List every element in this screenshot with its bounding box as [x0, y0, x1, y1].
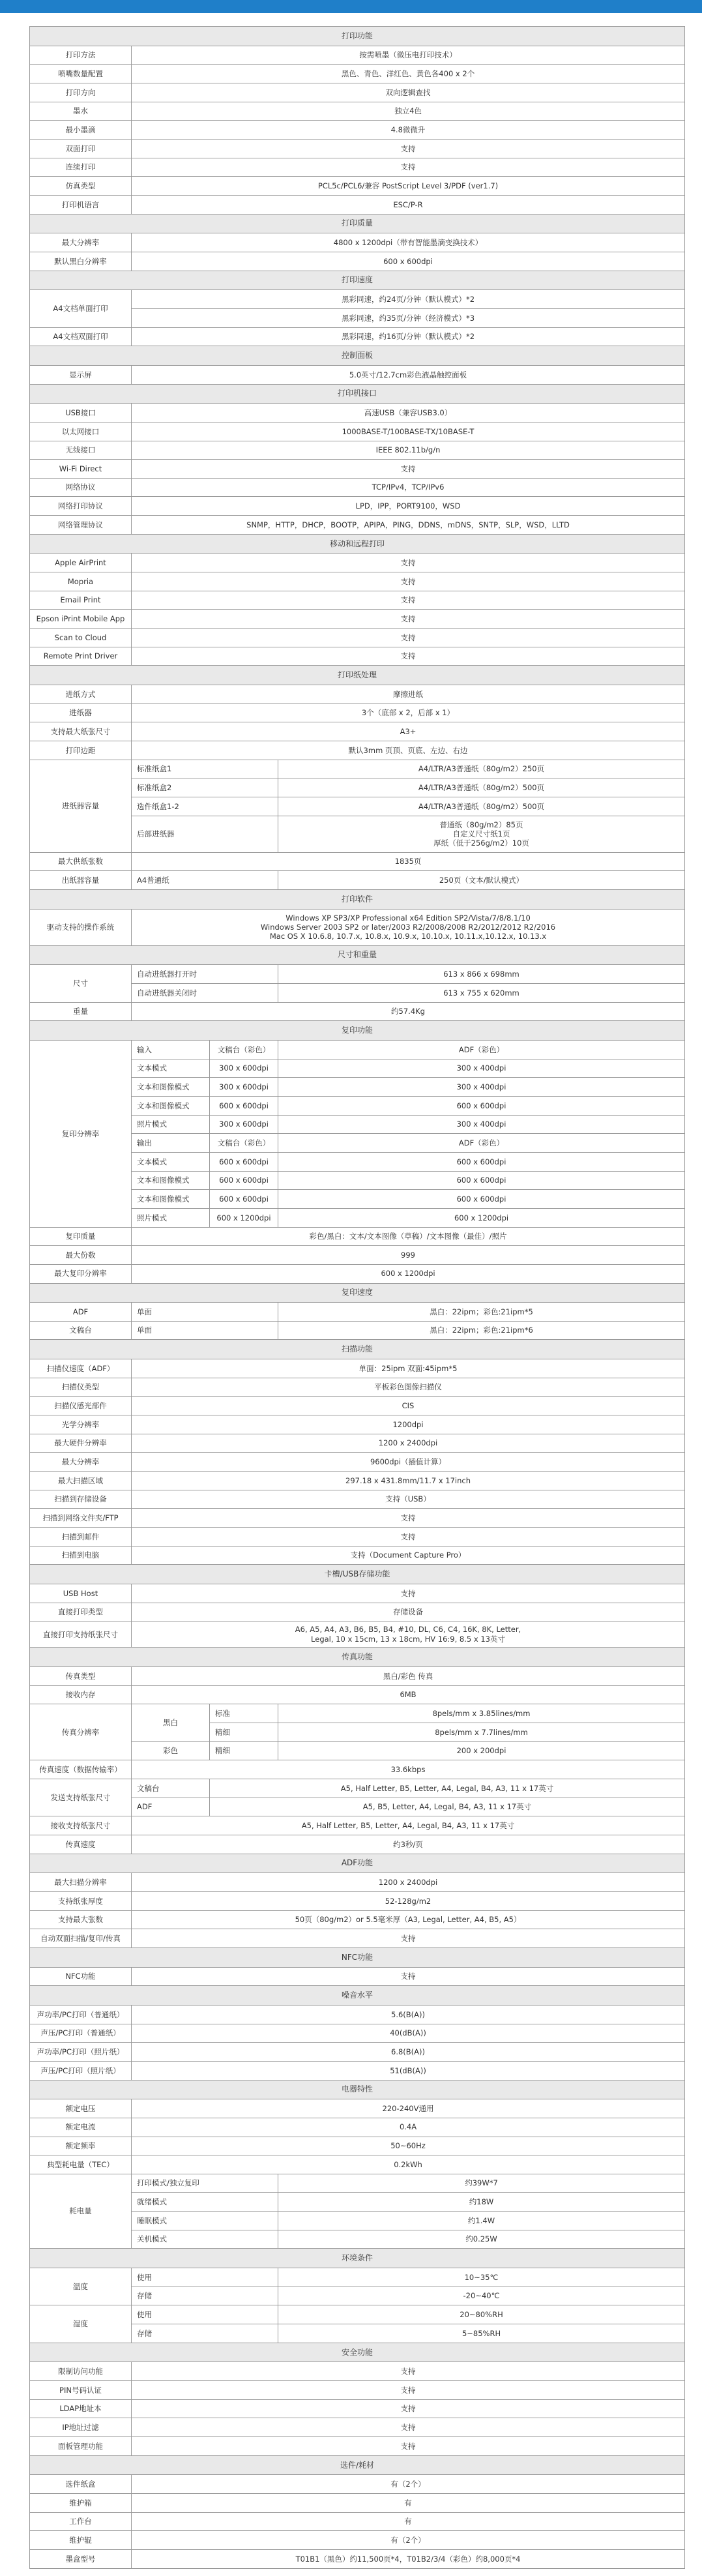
row-sublabel: 使用 — [132, 2268, 278, 2287]
row-value: 支持 — [132, 1929, 685, 1948]
rear-line: 自定义尺寸纸1页 — [452, 829, 510, 838]
row-sublabel: 文稿台 — [132, 1779, 210, 1798]
row-label: 传真类型 — [30, 1667, 132, 1686]
os-line: Windows XP SP3/XP Professional x64 Edition SP2/Vista/7/8/8.1/10 — [285, 913, 531, 923]
section-speed: 打印速度 — [30, 271, 685, 290]
copy-input-head: 输入 — [132, 1040, 210, 1059]
row-label: Mopria — [30, 572, 132, 591]
copy-output-head: 输出 — [132, 1134, 210, 1153]
row-label: 仿真类型 — [30, 177, 132, 196]
row-value: 1835页 — [132, 852, 685, 871]
fax-mono-label: 黑白 — [132, 1704, 210, 1741]
row-label: 支持纸张厚度 — [30, 1891, 132, 1910]
row-value: 5~85%RH — [278, 2324, 685, 2343]
row-value: T01B1（黑色）约11,500页*4，T01B2/3/4（彩色）约8,000页*4 — [132, 2549, 685, 2568]
row-value: 单面：25ipm 双面:45ipm*5 — [132, 1359, 685, 1378]
row-sublabel: 睡眠模式 — [132, 2212, 278, 2230]
row-value: 51(dB(A)) — [132, 2061, 685, 2080]
section-nfc: NFC功能 — [30, 1947, 685, 1967]
section-security: 安全功能 — [30, 2343, 685, 2362]
fax-mode: 标准 — [210, 1704, 278, 1723]
copy-mode: 文本和图像模式 — [132, 1078, 210, 1097]
top-accent-bar — [0, 0, 702, 13]
row-value: 黑色、青色、洋红色、黄色各400 x 2个 — [132, 65, 685, 83]
row-sublabel: 使用 — [132, 2305, 278, 2324]
row-value: A4/LTR/A3普通纸（80g/m2）500页 — [278, 778, 685, 797]
section-panel: 控制面板 — [30, 346, 685, 366]
row-value: 1200 x 2400dpi — [132, 1873, 685, 1892]
row-value: 250页（文本/默认模式） — [278, 871, 685, 890]
row-value: 支持 — [132, 1584, 685, 1603]
row-value: 33.6kbps — [132, 1760, 685, 1779]
row-value: 297.18 x 431.8mm/11.7 x 17inch — [132, 1472, 685, 1490]
row-value: A5, B5, Letter, A4, Legal, B4, A3, 11 x 17英寸 — [210, 1798, 685, 1816]
row-label: 网络打印协议 — [30, 497, 132, 516]
copy-platen-value: 300 x 600dpi — [210, 1078, 278, 1097]
row-label: 驱动支持的操作系统 — [30, 909, 132, 945]
section-size: 尺寸和重量 — [30, 945, 685, 965]
rear-line: 普通纸（80g/m2）85页 — [439, 820, 523, 829]
row-label: 最大分辨率 — [30, 1453, 132, 1472]
row-label: A4文档单面打印 — [30, 290, 132, 327]
row-value: 613 x 866 x 698mm — [278, 965, 685, 984]
row-label: 重量 — [30, 1002, 132, 1021]
row-label: 接收支持纸张尺寸 — [30, 1816, 132, 1835]
row-value: 4.8微微升 — [132, 121, 685, 140]
row-label: 选件纸盒 — [30, 2475, 132, 2494]
row-label: 最小墨滴 — [30, 121, 132, 140]
os-line: Mac OS X 10.6.8, 10.7.x, 10.8.x, 10.9.x, 10.10.x, 10.11.x,10.12.x, 10.13.x — [269, 932, 547, 941]
row-label: 网络协议 — [30, 478, 132, 497]
row-value: 支持 — [132, 629, 685, 647]
row-label: 最大扫描分辨率 — [30, 1873, 132, 1892]
size-line: Legal, 10 x 15cm, 13 x 18cm, HV 16:9, 8.5 x 13英寸 — [311, 1634, 505, 1644]
copy-mode: 文本和图像模式 — [132, 1171, 210, 1190]
row-value: ESC/P-R — [132, 195, 685, 214]
row-sublabel: 就绪模式 — [132, 2193, 278, 2212]
row-value: 约0.25W — [278, 2230, 685, 2249]
row-value: 支持 — [132, 554, 685, 572]
copy-mode: 照片模式 — [132, 1208, 210, 1227]
row-label: 湿度 — [30, 2305, 132, 2343]
os-line: Windows Server 2003 SP2 or later/2003 R2/2008/2008 R2/2012/2012 R2/2016 — [260, 922, 556, 932]
row-label: 复印分辨率 — [30, 1040, 132, 1227]
row-sublabel: A4普通纸 — [132, 871, 278, 890]
row-value: 0.4A — [132, 2118, 685, 2137]
row-value: 50~60Hz — [132, 2137, 685, 2155]
row-value: 存储设备 — [132, 1603, 685, 1621]
section-noise: 噪音水平 — [30, 1986, 685, 2006]
copy-platen-value: 600 x 600dpi — [210, 1152, 278, 1171]
row-label: 直接打印类型 — [30, 1603, 132, 1621]
row-value: 默认3mm 页顶、页底、左边、右边 — [132, 741, 685, 760]
row-label: LDAP地址本 — [30, 2399, 132, 2418]
row-value: LPD，IPP，PORT9100，WSD — [132, 497, 685, 516]
row-value: 1200dpi — [132, 1415, 685, 1434]
copy-adf-value: 600 x 600dpi — [278, 1190, 685, 1209]
row-value: A3+ — [132, 722, 685, 741]
copy-mode: 文本和图像模式 — [132, 1096, 210, 1115]
row-label: 限制访问功能 — [30, 2362, 132, 2381]
row-label: Wi-Fi Direct — [30, 460, 132, 479]
copy-adf-head: ADF（彩色） — [278, 1040, 685, 1059]
row-label: Email Print — [30, 591, 132, 610]
row-label: USB接口 — [30, 404, 132, 422]
row-label: 打印边距 — [30, 741, 132, 760]
row-label: 光学分辨率 — [30, 1415, 132, 1434]
row-value: 613 x 755 x 620mm — [278, 983, 685, 1002]
rear-feeder-value — [278, 816, 685, 852]
row-value: 1200 x 2400dpi — [132, 1434, 685, 1453]
row-value: 黑白：22ipm；彩色:21ipm*6 — [278, 1321, 685, 1340]
section-copy-speed: 复印速度 — [30, 1283, 685, 1303]
row-label: 耗电量 — [30, 2174, 132, 2249]
row-value: 黑彩同速，约24页/分钟（默认模式）*2 — [132, 290, 685, 309]
row-value: 有 — [132, 2512, 685, 2531]
row-value: 黑彩同速，约16页/分钟（默认模式）*2 — [132, 327, 685, 346]
copy-adf-value: 600 x 600dpi — [278, 1096, 685, 1115]
section-card: 卡槽/USB存储功能 — [30, 1565, 685, 1584]
row-label: 扫描仪感光部件 — [30, 1397, 132, 1415]
row-label: 传真速度（数据传输率） — [30, 1760, 132, 1779]
fax-mode: 精细 — [210, 1723, 278, 1742]
section-software: 打印软件 — [30, 889, 685, 909]
row-value: 双向逻辑查找 — [132, 83, 685, 102]
section-mobile: 移动和远程打印 — [30, 534, 685, 554]
copy-mode: 文本模式 — [132, 1152, 210, 1171]
row-value: 支持 — [132, 1528, 685, 1547]
row-value: 9600dpi（插值计算） — [132, 1453, 685, 1472]
row-value: 20~80%RH — [278, 2305, 685, 2324]
row-value: 5.6(B(A)) — [132, 2005, 685, 2024]
row-value: TCP/IPv4，TCP/IPv6 — [132, 478, 685, 497]
row-label: Remote Print Driver — [30, 647, 132, 666]
section-power: 电器特性 — [30, 2080, 685, 2099]
row-sublabel: 后部进纸器 — [132, 816, 278, 852]
row-label: NFC功能 — [30, 1967, 132, 1986]
row-value: 支持 — [132, 591, 685, 610]
row-label: 扫描到存储设备 — [30, 1490, 132, 1509]
spec-table — [29, 26, 685, 2569]
row-value: 按需喷墨（微压电打印技术） — [132, 46, 685, 65]
copy-platen-value: 600 x 600dpi — [210, 1096, 278, 1115]
row-value: 50页（80g/m2）or 5.5毫米厚（A3, Legal, Letter, A4, B5, A5） — [132, 1910, 685, 1929]
row-label: 直接打印支持纸张尺寸 — [30, 1621, 132, 1648]
section-paper: 打印纸处理 — [30, 666, 685, 685]
row-label: Epson iPrint Mobile App — [30, 610, 132, 629]
row-label: 复印质量 — [30, 1227, 132, 1246]
copy-adf-value: 300 x 400dpi — [278, 1115, 685, 1134]
row-sublabel: ADF — [132, 1798, 210, 1816]
row-value: 黑彩同速，约35页/分钟（经济模式）*3 — [132, 308, 685, 327]
row-value: IEEE 802.11b/g/n — [132, 441, 685, 460]
row-value: PCL5c/PCL6/兼容 PostScript Level 3/PDF (ver1.7) — [132, 177, 685, 196]
row-value: A4/LTR/A3普通纸（80g/m2）500页 — [278, 797, 685, 816]
row-value: 有（2个） — [132, 2475, 685, 2494]
row-value: 8pels/mm x 7.7lines/mm — [278, 1723, 685, 1742]
row-value: 支持 — [132, 1509, 685, 1528]
row-label: ADF — [30, 1303, 132, 1322]
row-value: 平板彩色图像扫描仪 — [132, 1378, 685, 1397]
row-label: Scan to Cloud — [30, 629, 132, 647]
row-label: 打印方向 — [30, 83, 132, 102]
copy-adf-value: 600 x 1200dpi — [278, 1208, 685, 1227]
row-label: 工作台 — [30, 2512, 132, 2531]
row-value: 支持 — [132, 610, 685, 629]
row-value: 约39W*7 — [278, 2174, 685, 2193]
row-value: 支持 — [132, 2362, 685, 2381]
row-value: 支持 — [132, 572, 685, 591]
row-label: 最大供纸张数 — [30, 852, 132, 871]
section-scan: 扫描功能 — [30, 1340, 685, 1359]
section-copy: 复印功能 — [30, 1021, 685, 1041]
section-adf: ADF功能 — [30, 1854, 685, 1873]
row-label: 以太网接口 — [30, 422, 132, 441]
row-value: 8pels/mm x 3.85lines/mm — [278, 1704, 685, 1723]
row-label: 声压/PC打印（普通纸） — [30, 2024, 132, 2043]
row-value: 支持 — [132, 1967, 685, 1986]
row-value: 600 x 600dpi — [132, 252, 685, 271]
row-label: 扫描到网络文件夹/FTP — [30, 1509, 132, 1528]
row-label: 打印机语言 — [30, 195, 132, 214]
row-label: 墨盒型号 — [30, 2549, 132, 2568]
row-label: 最大分辨率 — [30, 233, 132, 252]
row-label: 传真速度 — [30, 1835, 132, 1854]
row-value: 约3秒/页 — [132, 1835, 685, 1854]
row-label: 喷嘴数量配置 — [30, 65, 132, 83]
row-label: 打印方法 — [30, 46, 132, 65]
row-value: 支持 — [132, 2381, 685, 2400]
row-label: 传真分辨率 — [30, 1704, 132, 1760]
row-sublabel: 标准纸盒2 — [132, 778, 278, 797]
row-sublabel: 单面 — [132, 1321, 278, 1340]
row-value: 黑白：22ipm；彩色:21ipm*5 — [278, 1303, 685, 1322]
row-value: 黑白/彩色 传真 — [132, 1667, 685, 1686]
row-value: 0.2kWh — [132, 2155, 685, 2174]
row-value: 支持 — [132, 2418, 685, 2437]
row-label: 声压/PC打印（照片纸） — [30, 2061, 132, 2080]
row-value: 有 — [132, 2494, 685, 2513]
copy-adf-value: 300 x 400dpi — [278, 1078, 685, 1097]
row-label: 扫描仪速度（ADF） — [30, 1359, 132, 1378]
copy-platen-value: 600 x 600dpi — [210, 1171, 278, 1190]
row-value: 220-240V通用 — [132, 2099, 685, 2118]
section-fax: 传真功能 — [30, 1648, 685, 1667]
row-value: 约57.4Kg — [132, 1002, 685, 1021]
row-label: 维护箱 — [30, 2494, 132, 2513]
copy-mode: 文本和图像模式 — [132, 1190, 210, 1209]
row-value: 1000BASE-T/100BASE-TX/10BASE-T — [132, 422, 685, 441]
row-value: 6.8(B(A)) — [132, 2043, 685, 2062]
row-label: 扫描仪类型 — [30, 1378, 132, 1397]
row-label: 声功率/PC打印（照片纸） — [30, 2043, 132, 2062]
row-label: PIN号码认证 — [30, 2381, 132, 2400]
row-sublabel: 自动进纸器关闭时 — [132, 983, 278, 1002]
row-label: 扫描到电脑 — [30, 1546, 132, 1565]
copy-adf-value: 600 x 600dpi — [278, 1171, 685, 1190]
row-label: 维护辊 — [30, 2531, 132, 2550]
row-label: 温度 — [30, 2268, 132, 2305]
row-value: A4/LTR/A3普通纸（80g/m2）250页 — [278, 760, 685, 778]
row-value: 6MB — [132, 1685, 685, 1704]
row-sublabel: 打印模式/独立复印 — [132, 2174, 278, 2193]
row-value: 52-128g/m2 — [132, 1891, 685, 1910]
section-quality: 打印质量 — [30, 214, 685, 233]
copy-platen-value: 600 x 600dpi — [210, 1190, 278, 1209]
os-list — [132, 909, 685, 945]
row-value: 支持 — [132, 460, 685, 479]
copy-platen-head: 文稿台（彩色） — [210, 1040, 278, 1059]
size-line: A6, A5, A4, A3, B6, B5, B4, #10, DL, C6, C4, 16K, 8K, Letter, — [295, 1625, 521, 1635]
rear-line: 厚纸（低于256g/m2）10页 — [433, 838, 529, 848]
row-label: IP地址过滤 — [30, 2418, 132, 2437]
row-value: CIS — [132, 1397, 685, 1415]
row-value: 200 x 200dpi — [278, 1741, 685, 1760]
row-value: 支持 — [132, 2437, 685, 2456]
row-label: 墨水 — [30, 102, 132, 121]
row-label: 最大份数 — [30, 1246, 132, 1265]
row-value: 有（2个） — [132, 2531, 685, 2550]
row-label: 双面打印 — [30, 139, 132, 158]
row-value: 4800 x 1200dpi（带有智能墨滴变换技术） — [132, 233, 685, 252]
row-value: 40(dB(A)) — [132, 2024, 685, 2043]
row-value: 支持 — [132, 158, 685, 177]
row-label: 支持最大张数 — [30, 1910, 132, 1929]
row-label: 无线接口 — [30, 441, 132, 460]
row-value: 独立4色 — [132, 102, 685, 121]
row-value: 999 — [132, 1246, 685, 1265]
row-label: 自动双面扫描/复印/传真 — [30, 1929, 132, 1948]
row-label: 接收内存 — [30, 1685, 132, 1704]
row-label: 最大扫描区域 — [30, 1472, 132, 1490]
row-label: 尺寸 — [30, 965, 132, 1002]
row-sublabel: 选件纸盒1-2 — [132, 797, 278, 816]
row-label: 额定电流 — [30, 2118, 132, 2137]
row-value: 彩色/黑白：文本/文本图像（草稿）/文本图像（最佳）/照片 — [132, 1227, 685, 1246]
row-value: -20~40℃ — [278, 2287, 685, 2305]
copy-platen-value: 300 x 600dpi — [210, 1115, 278, 1134]
row-value: A5, Half Letter, B5, Letter, A4, Legal, B4, A3, 11 x 17英寸 — [132, 1816, 685, 1835]
row-value: 摩擦进纸 — [132, 685, 685, 704]
row-value: 高速USB（兼容USB3.0） — [132, 404, 685, 422]
row-label: 支持最大纸张尺寸 — [30, 722, 132, 741]
row-sublabel: 标准纸盒1 — [132, 760, 278, 778]
row-sublabel: 存储 — [132, 2287, 278, 2305]
row-label: 进纸器 — [30, 703, 132, 722]
row-sublabel: 自动进纸器打开时 — [132, 965, 278, 984]
copy-platen-value: 300 x 600dpi — [210, 1059, 278, 1078]
copy-mode: 照片模式 — [132, 1115, 210, 1134]
direct-print-sizes — [132, 1621, 685, 1648]
section-interface: 打印机接口 — [30, 384, 685, 404]
row-value: 约18W — [278, 2193, 685, 2212]
row-label: A4文档双面打印 — [30, 327, 132, 346]
row-label: 面板管理功能 — [30, 2437, 132, 2456]
copy-platen-value: 600 x 1200dpi — [210, 1208, 278, 1227]
row-value: 支持（Document Capture Pro） — [132, 1546, 685, 1565]
row-label: 文稿台 — [30, 1321, 132, 1340]
row-label: 声功率/PC打印（普通纸） — [30, 2005, 132, 2024]
row-value: 支持 — [132, 2399, 685, 2418]
copy-mode: 文本模式 — [132, 1059, 210, 1078]
fax-color-label: 彩色 — [132, 1741, 210, 1760]
row-value: A5, Half Letter, B5, Letter, A4, Legal, B4, A3, 11 x 17英寸 — [210, 1779, 685, 1798]
row-label: 扫描到邮件 — [30, 1528, 132, 1547]
row-label: 出纸器容量 — [30, 871, 132, 890]
row-label: 进纸方式 — [30, 685, 132, 704]
row-value: 5.0英寸/12.7cm彩色液晶触控面板 — [132, 365, 685, 384]
row-value: 支持 — [132, 647, 685, 666]
row-label: 最大硬件分辨率 — [30, 1434, 132, 1453]
row-value: SNMP，HTTP，DHCP，BOOTP，APIPA，PING，DDNS，mDNS，SNTP，SLP，WSD，LLTD — [132, 516, 685, 535]
row-value: 约1.4W — [278, 2212, 685, 2230]
section-env: 环境条件 — [30, 2249, 685, 2268]
row-value: 600 x 1200dpi — [132, 1264, 685, 1283]
row-label: 进纸器容量 — [30, 760, 132, 852]
row-label: 连续打印 — [30, 158, 132, 177]
row-label: Apple AirPrint — [30, 554, 132, 572]
copy-adf-value: 600 x 600dpi — [278, 1152, 685, 1171]
row-label: 额定频率 — [30, 2137, 132, 2155]
row-sublabel: 存储 — [132, 2324, 278, 2343]
row-label: 默认黑白分辨率 — [30, 252, 132, 271]
row-value: 支持（USB） — [132, 1490, 685, 1509]
copy-platen-head: 文稿台（彩色） — [210, 1134, 278, 1153]
row-label: USB Host — [30, 1584, 132, 1603]
copy-adf-head: ADF（彩色） — [278, 1134, 685, 1153]
section-options: 选件/耗材 — [30, 2455, 685, 2475]
row-label: 额定电压 — [30, 2099, 132, 2118]
section-print: 打印功能 — [30, 27, 685, 46]
row-label: 典型耗电量（TEC） — [30, 2155, 132, 2174]
copy-adf-value: 300 x 400dpi — [278, 1059, 685, 1078]
row-value: 支持 — [132, 139, 685, 158]
row-label: 网络管理协议 — [30, 516, 132, 535]
row-sublabel: 关机模式 — [132, 2230, 278, 2249]
row-sublabel: 单面 — [132, 1303, 278, 1322]
spec-table-wrapper — [29, 26, 684, 2569]
row-label: 最大复印分辨率 — [30, 1264, 132, 1283]
row-label: 显示屏 — [30, 365, 132, 384]
fax-mode: 精细 — [210, 1741, 278, 1760]
row-label: 发送支持纸张尺寸 — [30, 1779, 132, 1816]
row-value: 3个（底部 x 2，后部 x 1） — [132, 703, 685, 722]
row-value: 10~35℃ — [278, 2268, 685, 2287]
